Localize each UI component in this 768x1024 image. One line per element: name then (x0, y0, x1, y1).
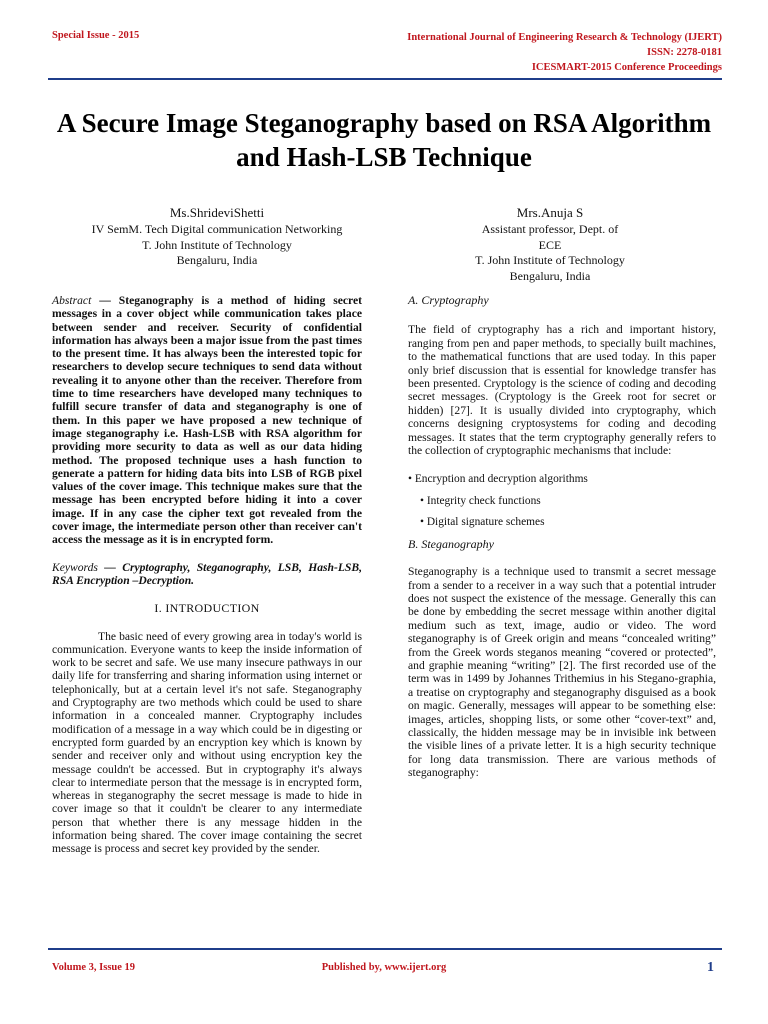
right-column (408, 294, 716, 780)
bullet-item: • Digital signature schemes (420, 516, 545, 529)
author-name: Mrs.Anuja S (516, 205, 584, 220)
abstract-text: — Steganography is a method of hiding secret messages in a cover object while communication takes place between sender and receiver. Security of confidential information has always been a major issue from the past times to the present time. It has always been the interested topic for researchers to develop secure techniques to send data without revealing it to anyone other than the receiver. Therefore from time to time researchers have developed many techniques to fulfill secure transfer of data and steganography is one of them. In this paper we have proposed a new technique of image steganography i.e. Hash-LSB with RSA algorithm for providing more security to data as well as our data hiding method. The proposed technique uses a hash function to generate a pattern for hiding data bits into LSB of RGB pixel values of the cover image. This technique makes sure that the message has been encrypted before hiding it into a cover image. If in any case the cipher text got revealed from the cover image, the intermediate person other than receiver can't access the message as it is in encrypted form. (52, 294, 362, 547)
header-journal-info (407, 30, 722, 75)
paper-title: A Secure Image Steganography based on RSA Algorithm and Hash-LSB Technique (56, 108, 712, 172)
header-journal-name: International Journal of Engineering Research & Technology (IJERT) (407, 32, 722, 43)
introduction-paragraph: The basic need of every growing area in today's world is communication. Everyone wants to keep the inside information of work to be secret and safe. We use many insecure pathways in our daily life for transferring and sharing information using internet or telephonically, but at a certain level it's not safe. Steganography and Cryptography are two methods which could be used to share information in a concealed manner. Cryptography includes modification of a message in a way which could be in digesting or encrypted form guarded by an encryption key which is known by sender and receiver only and without using encryption key the message couldn't be accessed. But in cryptography it's always clear to intermediate person that the message is in encrypted form, whereas in steganography the secret message is made to hide in cover image so that it couldn't be clearer to any intermediate person that whether there is any message hidden in the information being shared. The cover image containing the secret message is process and secret key provided by the sender. (52, 629, 362, 856)
footer-divider (48, 948, 722, 950)
subsection-heading-cryptography: A. Cryptography (408, 293, 489, 307)
author-affiliation-line: T. John Institute of Technology (142, 237, 292, 252)
page-number: 1 (707, 960, 714, 975)
author-name: Ms.ShrideviShetti (169, 205, 265, 220)
bullet-item: • Encryption and decryption algorithms (408, 473, 588, 486)
steganography-paragraph: Steganography is a technique used to transmit a secret message from a sender to a receiver in a way such that a potential intruder does not suspect the existence of the message. Generally this can be done by embedding the secret message within another digital medium such as text, image, audio or video. The word steganography is of Greek origin and means “concealed writing” from the Greek words steganos meaning “covered or protected”, and graphie meaning “writing” [2]. The first recorded use of the term was in 1499 by Johannes Trithemius in his Stegano-graphia, a treatise on cryptography and steganography disguised as a book on magic. Generally, messages will appear to be something else: images, articles, shopping lists, or some other “cover-text” and, classically, the hidden message may be in invisible ink between the visible lines of a private letter. It is a high security technique for long data transmission. There are various methods of steganography: (408, 565, 716, 780)
keywords (52, 561, 362, 588)
left-column (52, 294, 362, 856)
bullet-item: • Integrity check functions (420, 494, 541, 507)
author-affiliation-line: Bengaluru, India (176, 253, 258, 268)
abstract-label: Abstract (52, 294, 92, 307)
keywords-text: — Cryptography, Steganography, LSB, Hash-LSB, RSA Encryption –Decryption. (52, 560, 362, 587)
header-issn: ISSN: 2278-0181 (647, 47, 722, 58)
abstract (52, 294, 362, 547)
header-divider (48, 78, 722, 80)
keywords-label: Keywords (52, 560, 98, 574)
header-special-issue: Special Issue - 2015 (52, 30, 140, 41)
author-affiliation-line: Bengaluru, India (509, 268, 591, 283)
author-affiliation-line: ECE (538, 237, 562, 252)
author-affiliation-line: T. John Institute of Technology (475, 253, 625, 268)
author-affiliation-line: IV SemM. Tech Digital communication Networking (91, 222, 343, 237)
header-proceedings: ICESMART-2015 Conference Proceedings (531, 62, 722, 73)
author-block-1 (52, 205, 382, 269)
section-heading-introduction: I. INTRODUCTION (154, 601, 260, 616)
author-block-2 (418, 205, 682, 284)
subsection-heading-steganography: B. Steganography (408, 536, 494, 551)
footer-publisher: Published by, www.ijert.org (321, 962, 447, 973)
author-affiliation-line: Assistant professor, Dept. of (481, 222, 619, 237)
cryptography-paragraph: The field of cryptography has a rich and important history, ranging from pen and paper methods, to specially built machines, to the mathematical functions that are used today. In this paper only brief discussion that is essential for knowledge transfer has been presented. Cryptology is the science of coding and decoding secret messages. (Cryptology is the Greek root for secret or hidden) [27]. It is usually divided into cryptography, which concerns designing cryptosystems for coding and decoding messages. It states that the term cryptography generally refers to the collection of cryptographic mechanisms that include: (408, 323, 716, 458)
footer-volume: Volume 3, Issue 19 (52, 962, 136, 973)
cryptography-bullet-list (408, 473, 716, 529)
